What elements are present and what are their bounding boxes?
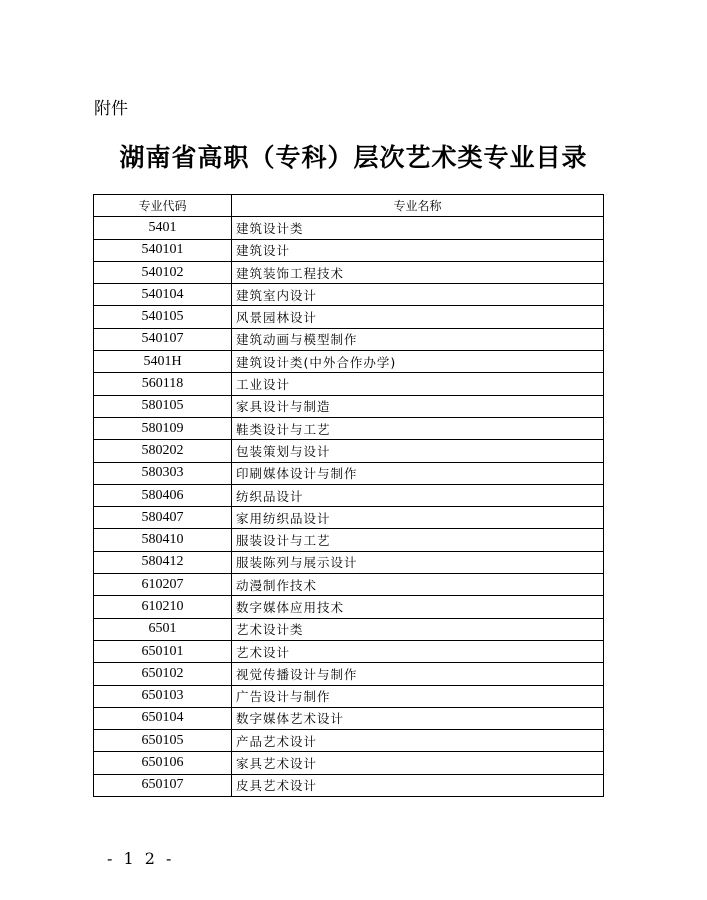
major-name-cell: 建筑动画与模型制作: [232, 328, 604, 350]
major-name-cell: 家具设计与制造: [232, 395, 604, 417]
major-name-cell: 服装设计与工艺: [232, 529, 604, 551]
major-name-cell: 建筑室内设计: [232, 284, 604, 306]
major-name-cell: 数字媒体应用技术: [232, 596, 604, 618]
major-code-cell: 650102: [94, 663, 232, 685]
major-catalog-table: [93, 194, 604, 797]
major-code-cell: 580412: [94, 551, 232, 573]
major-code-cell: 540101: [94, 239, 232, 261]
major-code-cell: 580109: [94, 417, 232, 439]
major-code-cell: 650101: [94, 640, 232, 662]
table-row: [94, 685, 604, 707]
major-name-cell: 艺术设计类: [232, 618, 604, 640]
table-row: [94, 640, 604, 662]
major-name-cell: 数字媒体艺术设计: [232, 707, 604, 729]
table-row: [94, 462, 604, 484]
major-code-cell: 540102: [94, 261, 232, 283]
table-row: [94, 663, 604, 685]
table-row: [94, 261, 604, 283]
major-code-cell: 580407: [94, 507, 232, 529]
major-name-cell: 鞋类设计与工艺: [232, 417, 604, 439]
major-code-cell: 540104: [94, 284, 232, 306]
table-row: [94, 529, 604, 551]
table-row: [94, 351, 604, 373]
table-row: [94, 440, 604, 462]
table-row: [94, 730, 604, 752]
table-header-row: [94, 195, 604, 217]
table-row: [94, 239, 604, 261]
major-name-cell: 工业设计: [232, 373, 604, 395]
major-name-cell: 建筑设计类(中外合作办学): [232, 351, 604, 373]
major-code-cell: 580202: [94, 440, 232, 462]
major-name-cell: 皮具艺术设计: [232, 774, 604, 796]
major-code-cell: 650106: [94, 752, 232, 774]
major-code-cell: 580303: [94, 462, 232, 484]
table-row: [94, 328, 604, 350]
major-name-cell: 建筑设计: [232, 239, 604, 261]
major-code-cell: 6501: [94, 618, 232, 640]
table-row: [94, 484, 604, 506]
column-header-name: 专业名称: [232, 195, 604, 217]
table-row: [94, 217, 604, 239]
major-name-cell: 家具艺术设计: [232, 752, 604, 774]
major-code-cell: 650105: [94, 730, 232, 752]
major-name-cell: 视觉传播设计与制作: [232, 663, 604, 685]
major-name-cell: 纺织品设计: [232, 484, 604, 506]
table-row: [94, 417, 604, 439]
table-row: [94, 574, 604, 596]
major-code-cell: 580105: [94, 395, 232, 417]
major-name-cell: 印刷媒体设计与制作: [232, 462, 604, 484]
major-name-cell: 广告设计与制作: [232, 685, 604, 707]
major-name-cell: 艺术设计: [232, 640, 604, 662]
major-code-cell: 650104: [94, 707, 232, 729]
table-row: [94, 373, 604, 395]
table-row: [94, 774, 604, 796]
table-row: [94, 306, 604, 328]
major-code-cell: 540105: [94, 306, 232, 328]
major-code-cell: 540107: [94, 328, 232, 350]
table-row: [94, 284, 604, 306]
major-code-cell: 5401H: [94, 351, 232, 373]
major-name-cell: 家用纺织品设计: [232, 507, 604, 529]
major-code-cell: 5401: [94, 217, 232, 239]
major-code-cell: 580406: [94, 484, 232, 506]
major-code-cell: 560118: [94, 373, 232, 395]
table-row: [94, 507, 604, 529]
major-code-cell: 610210: [94, 596, 232, 618]
major-code-cell: 580410: [94, 529, 232, 551]
major-code-cell: 650107: [94, 774, 232, 796]
table-row: [94, 707, 604, 729]
major-code-cell: 650103: [94, 685, 232, 707]
table-row: [94, 395, 604, 417]
major-name-cell: 建筑设计类: [232, 217, 604, 239]
major-name-cell: 动漫制作技术: [232, 574, 604, 596]
page-title: 湖南省高职（专科）层次艺术类专业目录: [119, 143, 588, 172]
major-name-cell: 包装策划与设计: [232, 440, 604, 462]
table-row: [94, 752, 604, 774]
column-header-code: 专业代码: [94, 195, 232, 217]
major-name-cell: 产品艺术设计: [232, 730, 604, 752]
page-number: - 1 2 -: [107, 849, 175, 868]
table-row: [94, 551, 604, 573]
major-name-cell: 建筑装饰工程技术: [232, 261, 604, 283]
table-row: [94, 618, 604, 640]
major-name-cell: 服装陈列与展示设计: [232, 551, 604, 573]
major-name-cell: 风景园林设计: [232, 306, 604, 328]
major-code-cell: 610207: [94, 574, 232, 596]
table-row: [94, 596, 604, 618]
attachment-label: 附件: [94, 99, 128, 119]
